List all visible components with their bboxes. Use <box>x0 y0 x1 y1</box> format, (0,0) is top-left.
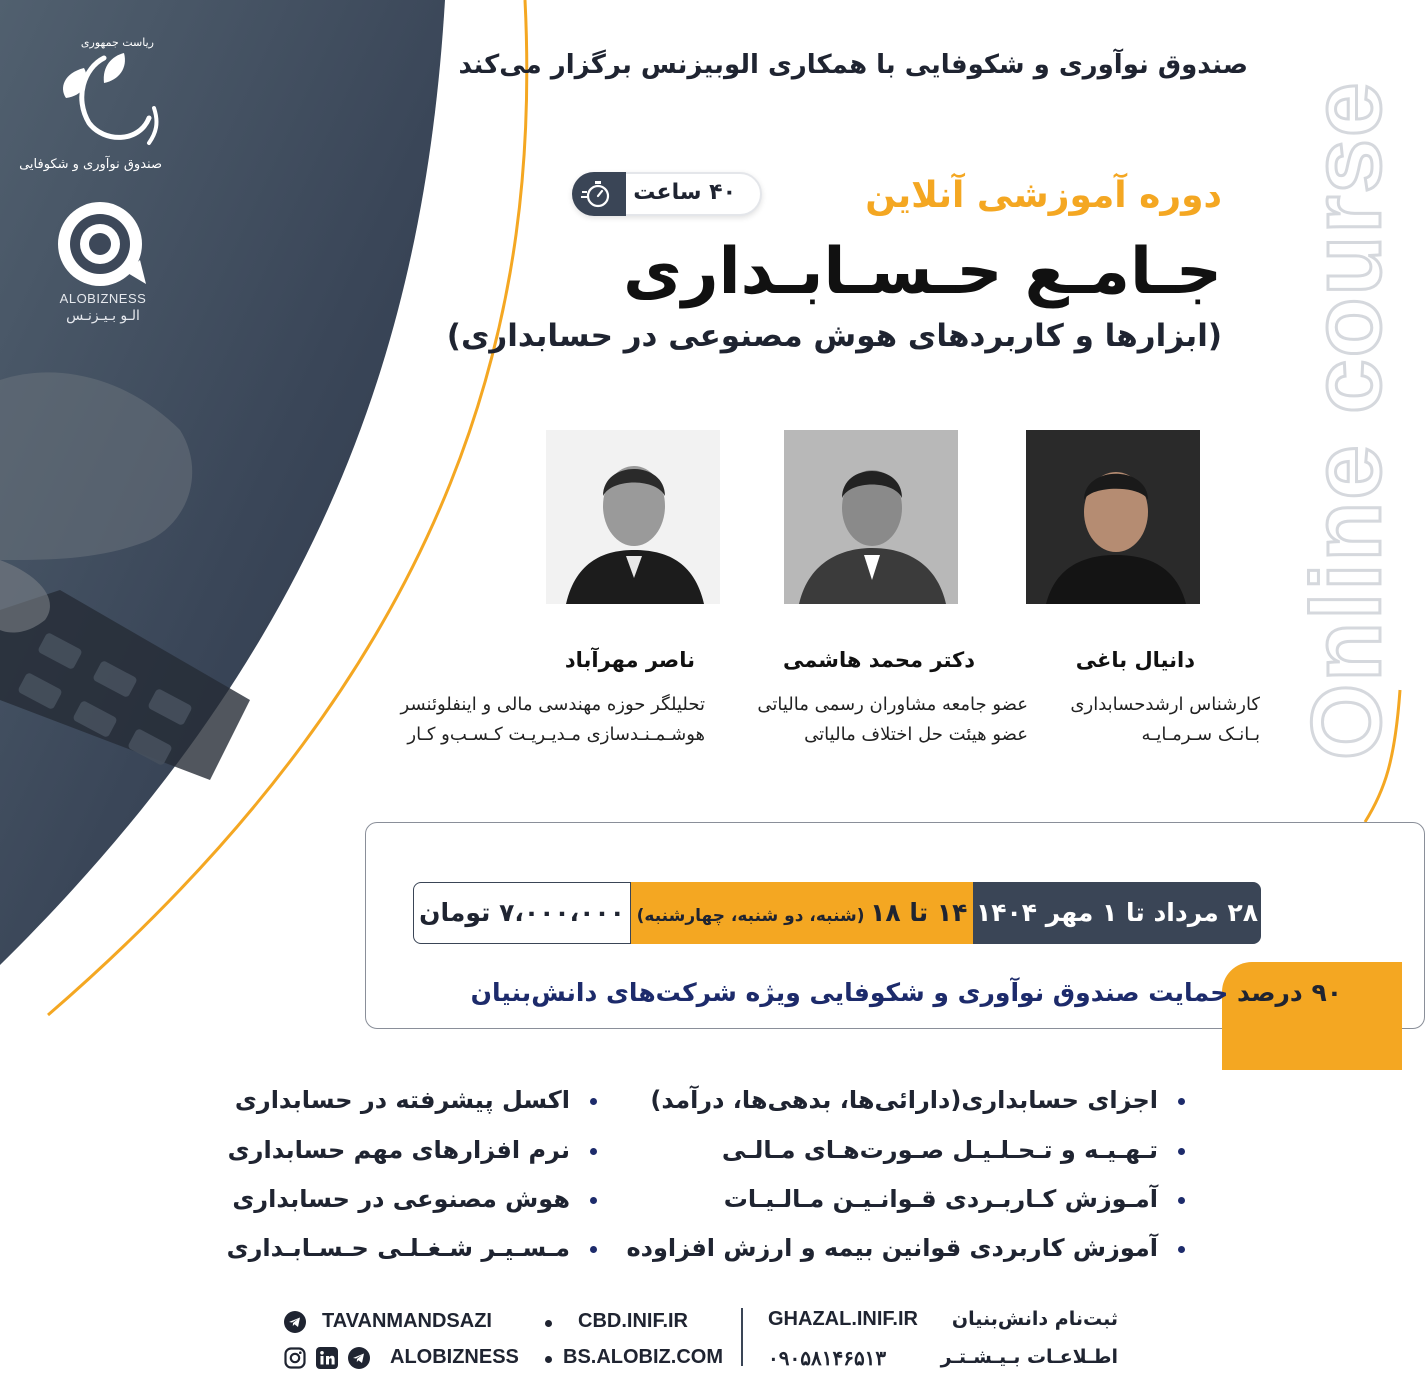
fund-logo-name: صندوق نوآوری و شکوفایی <box>19 157 162 172</box>
alobizness-logo-fa: الـو بـیـزنـس <box>66 308 140 324</box>
registration-link[interactable]: GHAZAL.INIF.IR <box>768 1308 918 1330</box>
telegram-handle[interactable]: TAVANMANDSAZI <box>322 1310 492 1332</box>
topic-item <box>650 1086 1185 1114</box>
cbd-link[interactable]: CBD.INIF.IR <box>578 1310 688 1332</box>
instructor-photo-1 <box>1026 430 1200 604</box>
bullet-icon <box>590 1098 597 1105</box>
schedule-hours: ۱۴ تا ۱۸ <box>870 898 968 927</box>
course-price: ۷،۰۰۰،۰۰۰ تومان <box>413 882 631 944</box>
topic-item <box>232 1185 597 1213</box>
schedule-days: (شنبه، دو شنبه، چهارشنبه) <box>636 906 865 926</box>
instructor-name-2: دکتر محمد هاشمی <box>782 648 975 672</box>
instructor-name-3: ناصر مهرآباد <box>564 648 695 672</box>
instructor-desc-3 <box>401 690 705 750</box>
topic-text: اجزای حسابداری(دارائی‌ها، بدهی‌ها، درآمد) <box>650 1086 1158 1114</box>
bullet-icon <box>1178 1246 1185 1253</box>
bullet-icon <box>1178 1098 1185 1105</box>
footer-bullet-icon <box>545 1356 552 1363</box>
schedule-bar <box>413 882 1261 944</box>
instructor-desc-1-line-1: کارشناس ارشدحسابداری <box>1070 694 1260 715</box>
bullet-icon <box>590 1246 597 1253</box>
alobizness-logo-en: ALOBIZNESS <box>59 291 147 306</box>
topic-text: هوش مصنوعی در حسابداری <box>232 1185 570 1213</box>
stopwatch-icon <box>572 172 626 216</box>
course-subtitle: (ابزارها و کاربردهای هوش مصنوعی در حسابداری) <box>446 318 1222 354</box>
topic-text: اکسل پیشرفته در حسابداری <box>234 1086 570 1114</box>
alobiz-link[interactable]: BS.ALOBIZ.COM <box>563 1346 723 1368</box>
topic-text: آمـوزش کـاربـردی قـوانـیـن مـالـیـات <box>723 1185 1158 1213</box>
topic-text: نرم افزارهای مهم حسابداری <box>227 1136 570 1164</box>
course-title: جـامـع حـسـابـداری <box>623 235 1222 309</box>
instructor-photo-3 <box>546 430 720 604</box>
linkedin-icon[interactable] <box>316 1347 338 1369</box>
online-course-vertical-label <box>1290 80 1401 770</box>
topic-item <box>235 1086 597 1114</box>
instructor-desc-3-line-1: تحلیلگر حوزه مهندسی مالی و اینفلوئنسر <box>400 694 705 715</box>
bullet-icon <box>590 1148 597 1155</box>
schedule-dates: ۲۸ مرداد تا ۱ مهر ۱۴۰۴ <box>973 882 1261 944</box>
alobizness-logo <box>48 198 158 338</box>
topic-text: آموزش کاربردی قوانین بیمه و ارزش افزاوده <box>626 1234 1158 1262</box>
registration-label: ثبت‌نام دانش‌بنیان <box>951 1308 1118 1330</box>
hours-badge <box>572 172 762 216</box>
instructor-desc-3-line-2: هوشـمـنـدسازی مـدیـریـت کـسـب‌و کـار <box>407 724 705 745</box>
bullet-icon <box>1178 1148 1185 1155</box>
topic-item <box>627 1234 1185 1262</box>
instructor-desc-1-line-2: بـانـک سـرمـایـه <box>1141 724 1260 745</box>
fund-logo-top-text: ریاست جمهوری <box>80 36 154 49</box>
phone-number[interactable]: ۰۹۰۵۸۱۴۶۵۱۳ <box>768 1348 887 1370</box>
instagram-icon[interactable] <box>284 1347 306 1369</box>
telegram-icon[interactable] <box>284 1311 306 1333</box>
topic-item <box>722 1136 1185 1164</box>
instructor-desc-2-line-1: عضو جامعه مشاوران رسمی مالیاتی <box>757 694 1028 715</box>
instructor-desc-2 <box>757 690 1028 750</box>
more-info-label: اطـلاعـات بـیـشـتـر <box>940 1346 1118 1368</box>
innovation-fund-logo <box>19 28 174 188</box>
footer-divider <box>741 1308 743 1366</box>
course-type: دوره آموزشی آنلاین <box>865 175 1222 216</box>
support-line <box>471 978 1342 1007</box>
instructor-photo-2 <box>784 430 958 604</box>
topic-item <box>228 1136 597 1164</box>
schedule-time <box>631 882 973 944</box>
topic-item <box>724 1185 1185 1213</box>
instructor-desc-2-line-2: عضو هیئت حل اختلاف مالیاتی <box>804 724 1028 745</box>
organizer-line: صندوق نوآوری و شکوفایی با همکاری الوبیزنس برگزار می‌کند <box>458 50 1248 80</box>
instructor-name-1: دانیال باغی <box>1075 648 1195 672</box>
topic-text: تـهـیـه و تـحـلـیـل صـورت‌هـای مـالـی <box>721 1136 1158 1164</box>
footer-bullet-icon <box>545 1320 552 1327</box>
topic-item <box>227 1234 597 1262</box>
topic-text: مـسـیـر شـغـلـی حـسـابـداری <box>226 1234 570 1262</box>
support-percent: ۹۰ درصد <box>1236 978 1342 1007</box>
alobizness-handle[interactable]: ALOBIZNESS <box>390 1346 519 1368</box>
bullet-icon <box>1178 1197 1185 1204</box>
support-text: حمایت صندوق نوآوری و شکوفایی ویژه شرکت‌های دانش‌بنیان <box>470 978 1229 1007</box>
telegram-icon[interactable] <box>348 1347 370 1369</box>
hours-text: ۴۰ ساعت <box>633 180 736 205</box>
instructor-desc-1 <box>1070 690 1260 750</box>
bullet-icon <box>590 1197 597 1204</box>
online-course-text: Online course <box>1291 80 1401 760</box>
